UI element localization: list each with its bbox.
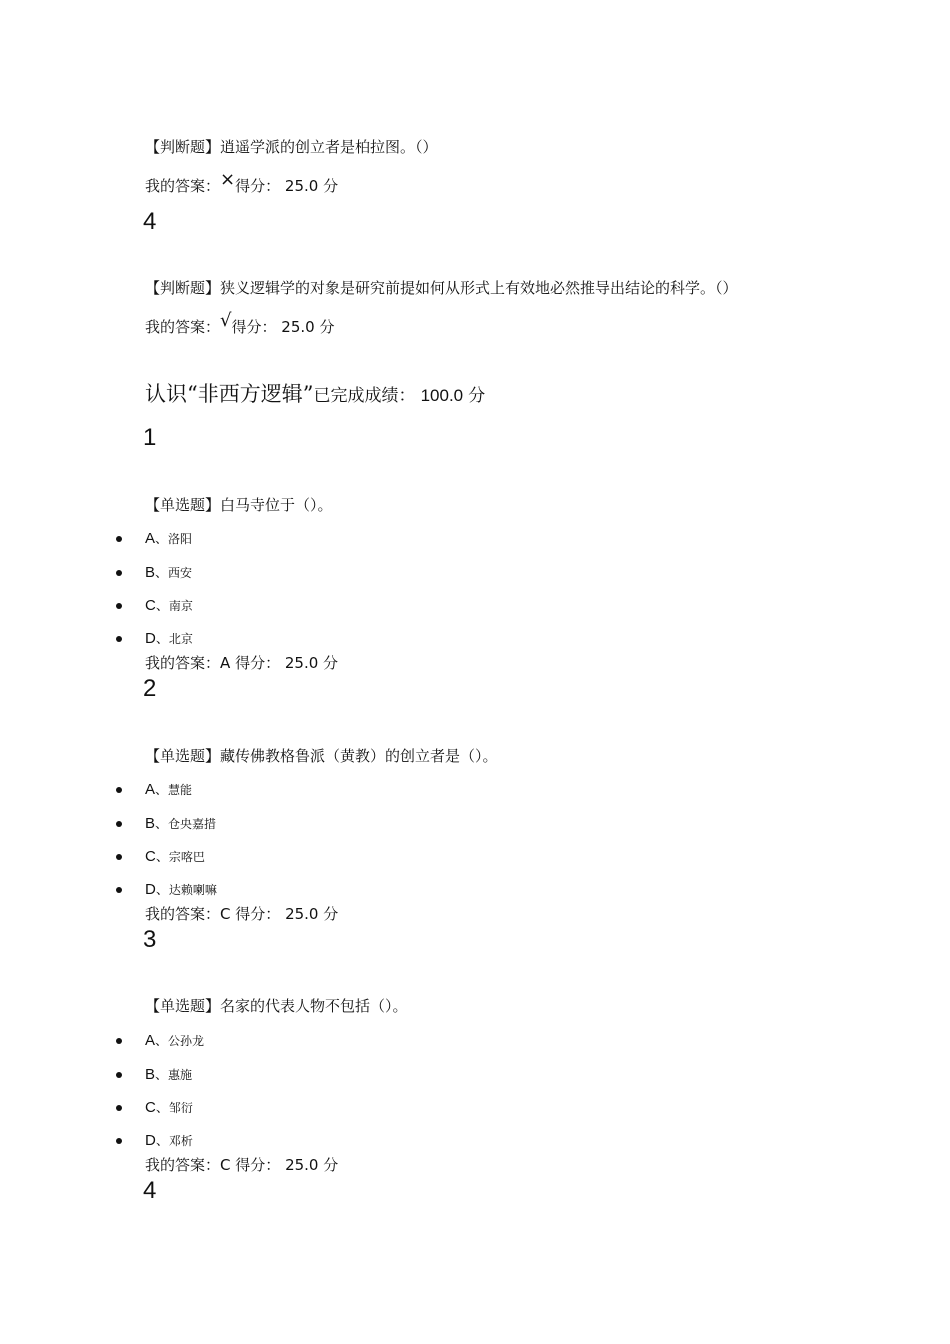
section-score-unit: 分 (468, 386, 486, 406)
question-type-label: 【判断题】 (145, 138, 221, 156)
option-separator: 、 (155, 883, 169, 898)
section-header (145, 378, 485, 408)
bullet-icon (116, 854, 122, 860)
section-status: 已完成成绩： (313, 386, 416, 406)
option-letter: C (145, 1099, 156, 1116)
question-type-label: 【判断题】 (145, 279, 221, 297)
option-item (145, 1130, 193, 1149)
score-value: 25.0 (281, 318, 315, 336)
option-item (145, 1097, 193, 1116)
score-label: 得分： (235, 177, 281, 195)
option-letter: C (145, 597, 156, 614)
question-number: 2 (143, 675, 157, 702)
option-letter: A (145, 530, 156, 547)
answer-label: 我的答案： (145, 1156, 221, 1174)
judgment-question-2-answer (145, 310, 335, 337)
option-text: 北京 (168, 632, 193, 646)
option-separator: 、 (155, 599, 169, 614)
option-letter: D (145, 881, 156, 898)
score-unit: 分 (323, 905, 339, 923)
answer-label: 我的答案： (145, 177, 221, 195)
option-separator: 、 (155, 632, 169, 647)
choice-question-1-answer (145, 652, 338, 673)
score-unit: 分 (323, 177, 339, 195)
check-mark-icon: √ (220, 310, 232, 331)
option-item (145, 528, 192, 547)
section-title: 认识“非西方逻辑” (145, 382, 314, 406)
question-text: 名家的代表人物不包括（）。 (220, 997, 408, 1015)
answer-value: C (220, 1156, 231, 1174)
bullet-icon (116, 787, 122, 793)
option-item (145, 562, 192, 581)
answer-value: A (220, 654, 231, 672)
option-separator: 、 (155, 850, 169, 865)
bullet-icon (116, 821, 122, 827)
choice-question-3-answer (145, 1154, 338, 1175)
score-label: 得分： (231, 318, 277, 336)
option-separator: 、 (155, 817, 169, 832)
option-text: 惠施 (168, 1068, 193, 1082)
score-value: 25.0 (285, 905, 319, 923)
question-number: 4 (143, 208, 157, 235)
option-item (145, 813, 216, 832)
option-letter: B (145, 1066, 156, 1083)
option-text: 南京 (168, 599, 193, 613)
option-separator: 、 (155, 1134, 169, 1149)
bullet-icon (116, 636, 122, 642)
option-separator: 、 (155, 532, 169, 547)
option-text: 洛阳 (168, 532, 193, 546)
bullet-icon (116, 1072, 122, 1078)
option-text: 西安 (168, 566, 193, 580)
option-letter: D (145, 630, 156, 647)
answer-label: 我的答案： (145, 654, 221, 672)
question-type-label: 【单选题】 (145, 496, 221, 514)
score-value: 25.0 (285, 1156, 319, 1174)
option-item (145, 595, 193, 614)
question-text: 狭义逻辑学的对象是研究前提如何从形式上有效地必然推导出结论的科学。（） (220, 279, 738, 297)
option-text: 邓析 (168, 1134, 193, 1148)
option-letter: B (145, 815, 156, 832)
option-separator: 、 (155, 1034, 169, 1049)
choice-question-1-text (145, 494, 333, 515)
option-letter: A (145, 781, 156, 798)
judgment-question-1-text (145, 136, 438, 157)
question-text: 逍遥学派的创立者是柏拉图。（） (220, 138, 438, 156)
score-label: 得分： (235, 1156, 281, 1174)
option-letter: B (145, 564, 156, 581)
score-value: 25.0 (284, 654, 319, 672)
option-text: 达赖喇嘛 (168, 883, 217, 897)
question-number: 1 (143, 424, 157, 451)
bullet-icon (116, 570, 122, 576)
answer-value: C (220, 905, 231, 923)
bullet-icon (116, 887, 122, 893)
score-unit: 分 (319, 318, 335, 336)
question-number: 4 (143, 1177, 157, 1204)
question-type-label: 【单选题】 (145, 997, 221, 1015)
bullet-icon (116, 1138, 122, 1144)
option-item (145, 1030, 204, 1049)
question-text: 藏传佛教格鲁派（黄教）的创立者是（）。 (220, 747, 498, 765)
answer-label: 我的答案： (145, 318, 221, 336)
option-text: 慧能 (168, 783, 193, 797)
option-item (145, 628, 193, 647)
question-text: 白马寺位于（）。 (220, 496, 333, 514)
question-type-label: 【单选题】 (145, 747, 221, 765)
bullet-icon (116, 1105, 122, 1111)
score-unit: 分 (323, 654, 339, 672)
option-item (145, 779, 192, 798)
choice-question-2-answer (145, 903, 338, 924)
option-separator: 、 (155, 1068, 169, 1083)
option-separator: 、 (155, 566, 169, 581)
score-unit: 分 (323, 1156, 339, 1174)
option-letter: A (145, 1032, 156, 1049)
option-letter: D (145, 1132, 156, 1149)
bullet-icon (116, 536, 122, 542)
bullet-icon (116, 1038, 122, 1044)
answer-label: 我的答案： (145, 905, 221, 923)
option-text: 公孙龙 (168, 1034, 205, 1048)
cross-mark-icon: × (220, 169, 236, 190)
option-item (145, 846, 205, 865)
score-label: 得分： (235, 654, 281, 672)
option-text: 邹衍 (168, 1101, 193, 1115)
choice-question-2-text (145, 745, 498, 766)
score-label: 得分： (235, 905, 281, 923)
question-number: 3 (143, 926, 157, 953)
section-score: 100.0 (420, 386, 464, 405)
judgment-question-2-text (145, 277, 738, 298)
option-separator: 、 (155, 1101, 169, 1116)
choice-question-3-text (145, 995, 408, 1016)
judgment-question-1-answer (145, 169, 339, 196)
option-text: 宗喀巴 (168, 850, 205, 864)
option-item (145, 879, 217, 898)
option-text: 仓央嘉措 (168, 817, 217, 831)
option-item (145, 1064, 192, 1083)
option-letter: C (145, 848, 156, 865)
score-value: 25.0 (284, 177, 319, 195)
bullet-icon (116, 603, 122, 609)
option-separator: 、 (155, 783, 169, 798)
